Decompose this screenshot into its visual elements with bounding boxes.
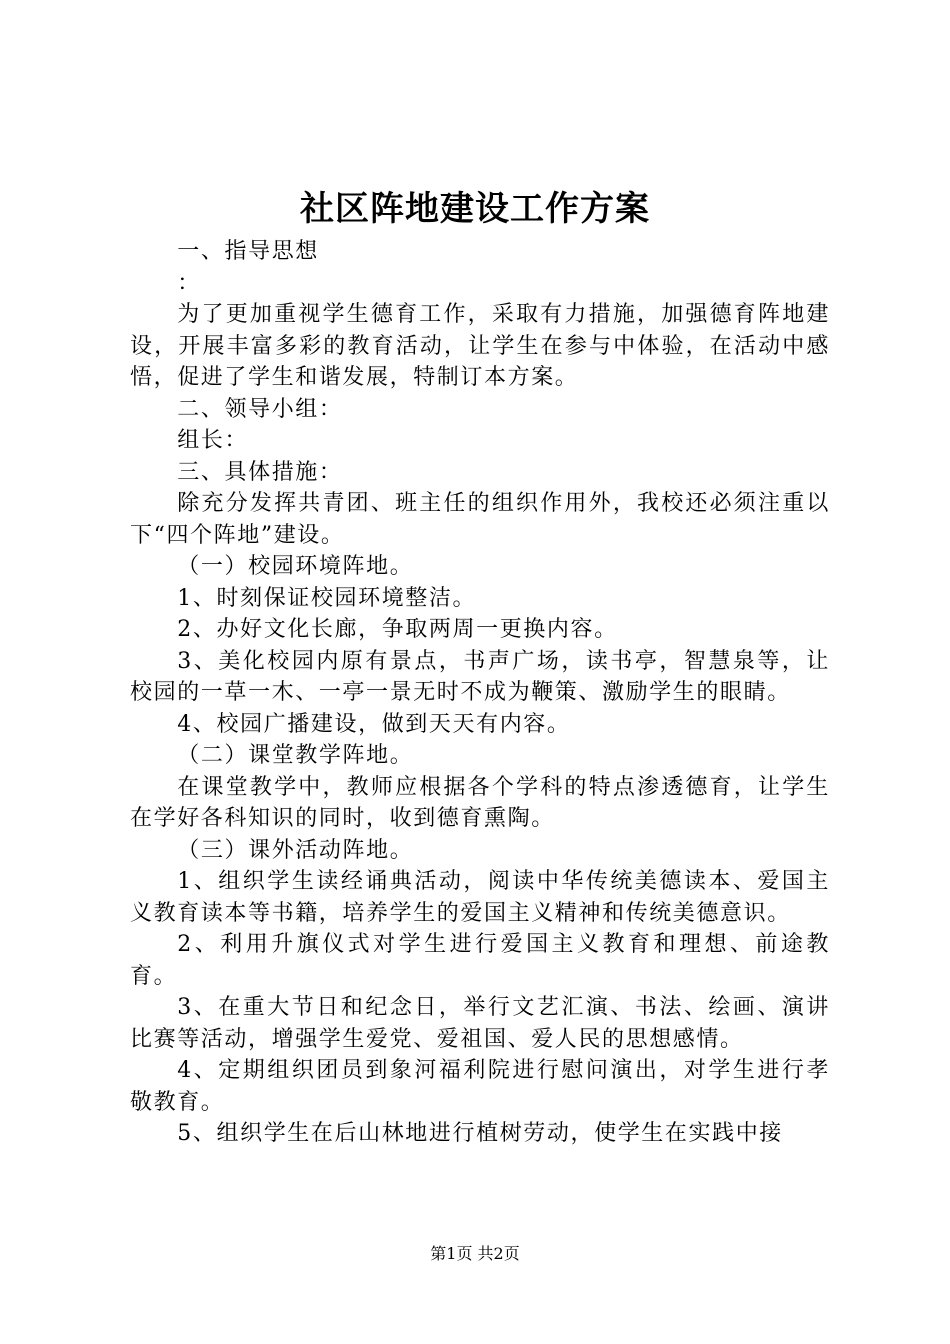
section-heading-measures: 三、具体措施： <box>177 459 343 485</box>
document-title: 社区阵地建设工作方案 <box>300 189 650 229</box>
page-indicator: 第1页 共2页 <box>430 1244 520 1263</box>
list-item: 4、定期组织团员到象河福利院进行慰问演出，对学生进行孝敬教育。 <box>130 1058 830 1115</box>
list-item: 5、组织学生在后山林地进行植树劳动，使学生在实践中接 <box>177 1121 783 1146</box>
list-item: 3、在重大节日和纪念日，举行文艺汇演、书法、绘画、演讲比赛等活动，增强学生爱党、爱祖国、爱人民的思想感情。 <box>130 995 830 1052</box>
paragraph-purpose: 为了更加重视学生德育工作，采取有力措施，加强德育阵地建设，开展丰富多彩的教育活动，让学生在参与中体验，在活动中感悟，促进了学生和谐发展，特制订本方案。 <box>130 302 830 390</box>
list-item: 2、利用升旗仪式对学生进行爱国主义教育和理想、前途教育。 <box>130 932 830 989</box>
list-item: 1、组织学生读经诵典活动，阅读中华传统美德读本、爱国主义教育读本等书籍，培养学生的爱国主义精神和传统美德意识。 <box>130 869 830 926</box>
paragraph-team-leader: 组长： <box>177 428 249 453</box>
section-heading-leadership: 二、领导小组： <box>177 396 343 422</box>
subheading-extracurricular: （三）课外活动阵地。 <box>177 837 414 863</box>
paragraph-colon: ： <box>177 270 201 296</box>
subheading-campus-environment: （一）校园环境阵地。 <box>177 554 414 579</box>
list-item: 3、美化校园内原有景点，书声广场，读书亭，智慧泉等，让校园的一草一木、一亭一景无时不成为鞭策、激励学生的眼睛。 <box>130 648 830 705</box>
paragraph-four-fronts: 除充分发挥共青团、班主任的组织作用外，我校还必须注重以下“四个阵地”建设。 <box>130 491 830 548</box>
subheading-classroom-teaching: （二）课堂教学阵地。 <box>177 743 414 768</box>
paragraph-classroom: 在课堂教学中，教师应根据各个学科的特点渗透德育，让学生在学好各科知识的同时，收到德育熏陶。 <box>130 774 830 831</box>
list-item: 2、办好文化长廊，争取两周一更换内容。 <box>177 617 618 642</box>
section-heading-guiding-thought: 一、指导思想 <box>177 239 319 264</box>
document-body <box>130 236 830 1150</box>
list-item: 4、校园广播建设，做到天天有内容。 <box>177 711 571 737</box>
list-item: 1、时刻保证校园环境整洁。 <box>177 585 477 611</box>
